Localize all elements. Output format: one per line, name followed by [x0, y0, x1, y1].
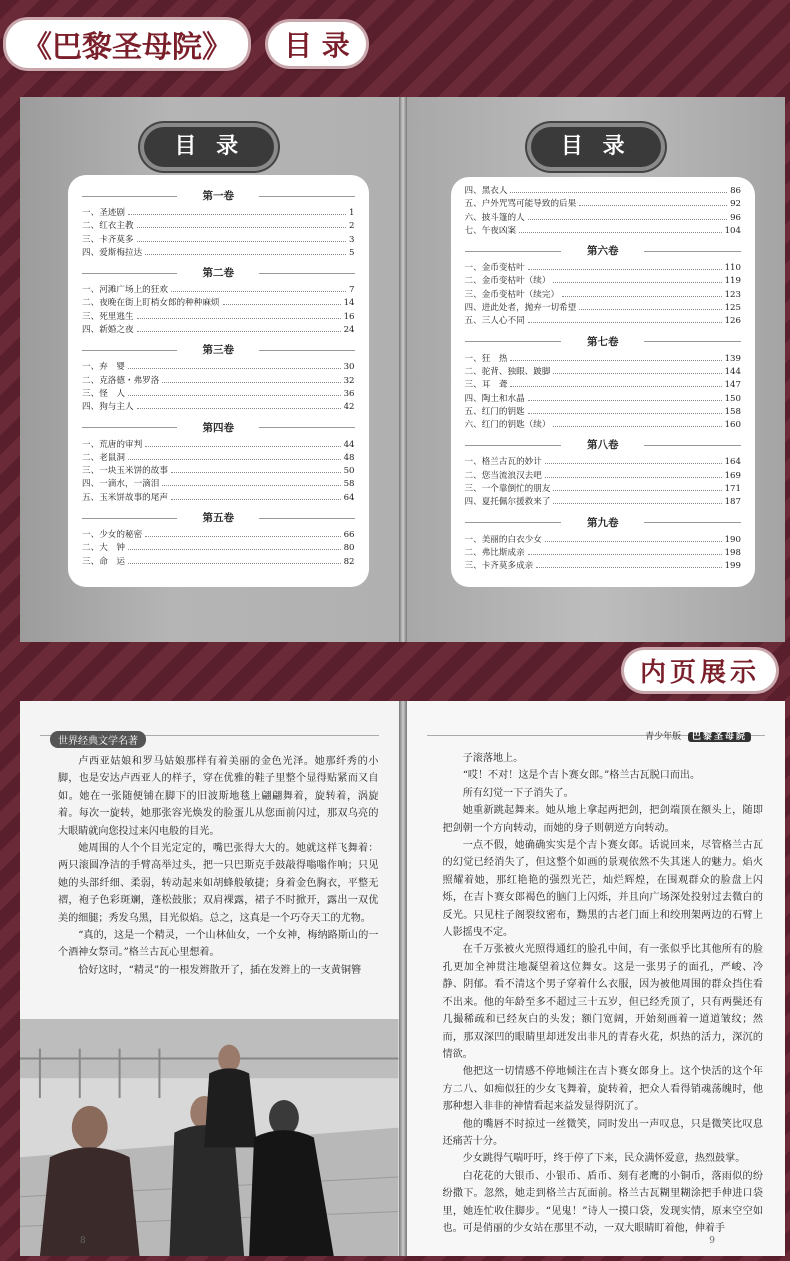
inner-right-page — [407, 701, 786, 1256]
toc-entry — [465, 470, 742, 483]
left-body-text — [58, 753, 379, 979]
toc-entry — [82, 452, 355, 465]
toc-entry — [82, 542, 355, 555]
toc-entry-page: 92 — [730, 199, 741, 210]
toc-entry-title: 四、进此处者，抛弃一切希望 — [464, 303, 577, 314]
toc-entry-title: 四、夏托佩尔援救来了 — [464, 497, 551, 508]
toc-leader-dots — [553, 282, 721, 283]
toc-entry — [465, 560, 742, 573]
toc-entry — [82, 529, 355, 542]
page-number-right: 9 — [709, 1236, 715, 1246]
toc-entry-page: 5 — [349, 247, 355, 258]
toc-entry-title: 一、少女的秘密 — [82, 530, 143, 541]
toc-entry — [465, 315, 742, 328]
toc-entry — [82, 220, 355, 233]
toc-volume-label: 第五卷 — [197, 512, 241, 524]
toc-entry-page: 125 — [724, 303, 741, 314]
toc-entry — [465, 225, 742, 238]
toc-entry-title: 三、命 运 — [82, 556, 125, 567]
toc-entry-title: 二、克洛德・弗罗洛 — [82, 375, 160, 386]
toc-entry-page: 30 — [343, 362, 355, 373]
toc-entry — [465, 212, 742, 225]
toc-entry — [465, 275, 742, 288]
toc-entry-page: 7 — [349, 285, 355, 296]
toc-leader-dots — [510, 192, 727, 193]
toc-entry — [465, 289, 742, 302]
toc-entry-title: 三、卡齐莫多成亲 — [464, 561, 534, 572]
right-body-text — [443, 750, 764, 1237]
toc-leader-dots — [145, 536, 340, 537]
toc-leader-dots — [579, 309, 721, 310]
toc-entry — [465, 456, 742, 469]
body-paragraph: 她周围的人个个目光定定的，嘴巴张得大大的。她就这样飞舞着：两只滚圆净洁的手臂高举过头，把一只巴斯克手鼓敲得嗡嗡作响；只见她的头部纤细、柔弱，转动起来如胡蜂般敏捷；身着金色胸衣，平整无褶，袍子色彩斑斓，蓬松鼓胀；双肩裸露，裙子不时掀开，露出一双优美的细腿；秀发乌黑，目光似焰。总之，这真是一个巧夺天工的尤物。 — [58, 843, 379, 924]
toc-volume-title — [465, 437, 742, 452]
toc-entry-title: 四、一滴水，一滴泪 — [82, 479, 160, 490]
toc-entry — [82, 297, 355, 310]
toc-entry — [82, 207, 355, 220]
book-spine — [399, 97, 407, 642]
toc-banner-left: 目 录 — [144, 127, 274, 167]
toc-entry-page: 64 — [343, 492, 355, 503]
toc-entry — [82, 247, 355, 260]
toc-leader-dots — [128, 563, 341, 564]
toc-entry-page: 42 — [343, 402, 355, 413]
toc-entry — [82, 401, 355, 414]
toc-volume-label: 第六卷 — [581, 245, 625, 257]
toc-entry — [82, 234, 355, 247]
toc-leader-dots — [553, 503, 721, 504]
toc-entry-title: 六、红门的钥匙（续） — [464, 420, 551, 431]
toc-entry — [465, 483, 742, 496]
toc-volume-label: 第三卷 — [197, 344, 241, 356]
toc-entry — [465, 302, 742, 315]
toc-entry-page: 147 — [724, 380, 741, 391]
toc-leader-dots — [545, 463, 722, 464]
toc-leader-dots — [553, 490, 721, 491]
toc-entry-title: 二、红衣主教 — [82, 221, 134, 232]
toc-leader-dots — [162, 485, 340, 486]
toc-entry-page: 198 — [724, 547, 741, 558]
book-title-label: 《巴黎圣母院》 — [6, 20, 248, 68]
toc-entry-page: 119 — [724, 276, 741, 287]
toc-leader-dots — [171, 472, 341, 473]
toc-volume-title — [82, 510, 355, 525]
toc-entry-title: 四、狗与主人 — [82, 402, 134, 413]
toc-entry — [82, 478, 355, 491]
toc-right-page — [407, 97, 786, 642]
toc-volume-title — [82, 342, 355, 357]
body-paragraph: 少女跳得气喘吁吁，终于停了下来，民众满怀爱意，热烈鼓掌。 — [462, 1153, 746, 1165]
toc-entry-title: 一、金币变枯叶 — [464, 263, 525, 274]
toc-entry — [465, 198, 742, 211]
toc-entry-page: 1 — [349, 208, 355, 218]
toc-entry-title: 三、一块玉米饼的故事 — [82, 466, 168, 477]
toc-leader-dots — [579, 205, 727, 206]
toc-entry-title: 一、圣迹剧 — [82, 208, 125, 218]
series-edition: 青少年版 — [645, 732, 682, 742]
toc-entry — [82, 311, 355, 324]
toc-volume-label: 第八卷 — [581, 439, 625, 451]
toc-leader-dots — [145, 446, 340, 447]
toc-entry — [465, 366, 742, 379]
toc-entry-page: 171 — [724, 484, 741, 495]
toc-leader-dots — [171, 291, 346, 292]
toc-leader-dots — [528, 413, 722, 414]
toc-entry-title: 二、老鼠洞 — [82, 452, 125, 463]
toc-leader-dots — [145, 254, 346, 255]
toc-entry-title: 二、金币变枯叶（续） — [464, 276, 551, 287]
toc-entry-page: 104 — [724, 225, 741, 236]
toc-entry — [82, 388, 355, 401]
toc-entry-title: 五、三人心不同 — [464, 316, 525, 327]
body-paragraph: “哎！不对！这是个吉卜赛女郎。”格兰古瓦脱口而出。 — [462, 770, 701, 782]
toc-entry — [465, 547, 742, 560]
toc-entry-page: 36 — [343, 388, 355, 399]
toc-entry-title: 三、一个靠倒忙的朋友 — [464, 484, 551, 495]
toc-entry-title: 五、户外咒骂可能导致的后果 — [464, 199, 577, 210]
toc-leader-dots — [528, 219, 727, 220]
toc-entry-page: 2 — [349, 221, 355, 232]
body-paragraph: 白花花的大银币、小银币、盾币、刻有老鹰的小铜币，落雨似的纷纷撒下。忽然，她走到格兰古瓦面前。格兰古瓦糊里糊涂把手伸进口袋里，她连忙收住脚步。“见鬼！”诗人一摸口袋，发现实情，原来空空如也。可是俏丽的少女站在那里不动，一双大眼睛盯着他，伸着手 — [442, 1170, 763, 1234]
toc-entry-title: 三、怪 人 — [82, 388, 125, 399]
toc-left-page — [20, 97, 399, 642]
toc-entry-page: 50 — [343, 466, 355, 477]
toc-entry-title: 二、弗比斯成亲 — [464, 547, 525, 558]
toc-leader-dots — [137, 318, 341, 319]
toc-entry-title: 一、美丽的白衣少女 — [464, 534, 542, 545]
page-number-left: 8 — [80, 1236, 86, 1246]
toc-entry-title: 五、红门的钥匙 — [464, 406, 525, 417]
toc-list-left — [68, 175, 369, 587]
toc-entry — [82, 556, 355, 569]
toc-volume-title — [82, 265, 355, 280]
toc-entry — [82, 361, 355, 374]
toc-leader-dots — [137, 241, 346, 242]
toc-entry-page: 82 — [343, 556, 355, 567]
inner-pages-label: 内页展示 — [624, 650, 776, 691]
body-paragraph: 子滚落地上。 — [462, 753, 524, 764]
toc-entry-title: 四、黑衣人 — [464, 186, 508, 196]
toc-entry-title: 二、驼背、独眼、跛脚 — [464, 366, 551, 377]
inner-spread — [20, 701, 785, 1256]
toc-entry-page: 16 — [343, 311, 355, 322]
toc-entry-title: 二、您当流浪汉去吧 — [464, 470, 542, 481]
toc-leader-dots — [128, 549, 341, 550]
toc-entry-title: 一、狂 热 — [464, 353, 508, 364]
inner-header — [624, 650, 776, 691]
toc-entry-page: 14 — [343, 298, 355, 309]
toc-leader-dots — [128, 395, 341, 396]
body-paragraph: 恰好这时，“精灵”的一根发辫散开了，插在发辫上的一支黄铜簪 — [78, 964, 362, 976]
toc-entry-page: 190 — [724, 534, 741, 545]
toc-entry-page: 110 — [724, 263, 741, 274]
toc-volume-label: 第一卷 — [197, 190, 241, 202]
toc-entry — [82, 465, 355, 478]
toc-leader-dots — [171, 499, 341, 500]
series-label-right — [645, 729, 751, 742]
toc-leader-dots — [128, 459, 341, 460]
toc-entry-title: 四、爱斯梅拉达 — [82, 247, 143, 258]
toc-entry — [465, 496, 742, 509]
toc-leader-dots — [137, 331, 341, 332]
toc-entry-page: 80 — [343, 543, 355, 554]
toc-volume-title — [82, 420, 355, 435]
body-paragraph: 他把这一切情感不停地倾注在吉卜赛女郎身上。这个快活的这个年方二八、如痴似狂的少女飞舞着，旋转着，把众人看得销魂荡魄时，他那种想入非非的神情看起来益发显得阴沉了。 — [442, 1066, 763, 1113]
toc-entry — [465, 185, 742, 198]
toc-leader-dots — [545, 477, 722, 478]
toc-entry-title: 五、玉米饼故事的尾声 — [82, 492, 168, 503]
body-paragraph: 她重新跳起舞来。她从地上拿起两把剑，把剑端顶在额头上，随即把剑朝一个方向转动，而她的身子则朝逆方向转动。 — [442, 805, 763, 834]
toc-leader-dots — [528, 322, 722, 323]
toc-entry — [465, 379, 742, 392]
toc-entry — [465, 353, 742, 366]
toc-entry-page: 3 — [349, 234, 355, 245]
body-paragraph: 一点不假，她确确实实是个吉卜赛女郎。话说回来，尽管格兰古瓦的幻觉已经消失了，但这整个如画的景观依然不失其迷人的魅力。焰火照耀着她，那红艳艳的强烈光芒，灿烂辉煌，在围观群众的脸盘上闪烁，在吉卜赛女郎褐色的脑门上闪烁，并且向广场深处投射过去微白的反光。只见柱子阁裂纹密布，黝黑的古老门面上和绞刑架两边的石臂上人影摇曳不定。 — [442, 840, 763, 939]
toc-entry-page: 123 — [724, 289, 741, 300]
toc-volume-label: 第九卷 — [581, 517, 625, 529]
toc-entry — [465, 419, 742, 432]
toc-leader-dots — [536, 567, 721, 568]
toc-entry-title: 三、金币变枯叶（续完） — [464, 289, 560, 300]
toc-entry-page: 187 — [724, 497, 741, 508]
toc-volume-title — [82, 188, 355, 203]
toc-entry-page: 150 — [724, 393, 741, 404]
toc-entry-page: 160 — [724, 420, 741, 431]
toc-leader-dots — [510, 386, 721, 387]
toc-entry-page: 66 — [343, 530, 355, 541]
toc-leader-dots — [510, 360, 721, 361]
toc-entry-title: 七、午夜凶案 — [464, 225, 517, 236]
toc-entry — [82, 492, 355, 505]
toc-entry-page: 199 — [724, 561, 741, 572]
toc-leader-dots — [137, 227, 346, 228]
toc-entry-page: 32 — [343, 375, 355, 386]
toc-entry-title: 二、夜晚在街上盯梢女郎的种种麻烦 — [82, 298, 220, 309]
toc-entry-page: 96 — [730, 212, 741, 223]
toc-entry-title: 二、大 钟 — [82, 543, 125, 554]
body-paragraph: 卢西亚姑娘和罗马姑娘那样有着美丽的金色光泽。她那纤秀的小脚，也是安达卢西亚人的样子，穿在优雅的鞋子里整个显得贴紧而又自如。她在一张随便铺在脚下的旧波斯地毯上翩翩舞着，旋转着，涡旋着。每次一旋转，她那张容光焕发的脸蛋儿从您面前闪过，那双乌亮的大眼睛就向您投过来闪电般的目光。 — [58, 756, 379, 837]
toc-entry-page: 164 — [724, 457, 741, 468]
toc-entry-title: 三、耳 聋 — [464, 380, 508, 391]
toc-entry — [465, 262, 742, 275]
toc-leader-dots — [162, 382, 340, 383]
toc-entry — [465, 534, 742, 547]
toc-entry-page: 169 — [724, 470, 741, 481]
toc-entry-title: 一、格兰古瓦的妙计 — [464, 457, 542, 468]
toc-entry-page: 139 — [724, 353, 741, 364]
body-paragraph: 他的嘴唇不时掠过一丝微笑，同时发出一声叹息，只是微笑比叹息还痛苦十分。 — [442, 1118, 763, 1147]
toc-entry-title: 一、弃 婴 — [82, 362, 125, 373]
toc-leader-dots — [528, 400, 722, 401]
toc-leader-dots — [528, 269, 722, 270]
toc-entry-title: 六、披斗篷的人 — [464, 212, 525, 223]
body-paragraph: “真的，这是一个精灵，一个山林仙女，一个女神，梅纳路斯山的一个酒神女祭司。”格兰古瓦心里想着。 — [58, 930, 379, 959]
series-book-title: 巴黎圣母院 — [688, 732, 751, 742]
toc-label: 目 录 — [268, 22, 366, 66]
toc-entry-title: 四、新婚之夜 — [82, 325, 134, 336]
toc-entry-title: 三、死里逃生 — [82, 311, 134, 322]
toc-volume-label: 第七卷 — [581, 336, 625, 348]
book-spine-inner — [399, 701, 407, 1256]
toc-entry — [82, 284, 355, 297]
toc-entry — [82, 439, 355, 452]
toc-volume-title — [465, 334, 742, 349]
illustration — [20, 1019, 399, 1256]
toc-leader-dots — [553, 426, 721, 427]
toc-leader-dots — [137, 408, 341, 409]
toc-entry-page: 86 — [730, 186, 741, 196]
toc-entry — [82, 375, 355, 388]
toc-entry-page: 144 — [724, 366, 741, 377]
toc-entry-title: 三、卡齐莫多 — [82, 234, 134, 245]
toc-banner-right: 目 录 — [531, 127, 661, 167]
body-paragraph: 在千万张被火光照得通红的脸孔中间，有一张似乎比其他所有的脸孔更加全神贯注地凝望着这位舞女。这是一张男子的面孔，严峻、冷静、阴郁。看不清这个男子穿着什么衣服，因为被他周围的群众挡住看不出来。他的年龄至多不超过三十五岁，但已经秃顶了，只有两鬓还有几撮稀疏和已经灰白的头发；额门宽阔，开始刻画着一道道皱纹；然而，那双深凹的眼睛里却迸发出非凡的青春火花，炽热的活力，深沉的情欲。 — [442, 944, 763, 1060]
toc-leader-dots — [128, 214, 346, 215]
toc-leader-dots — [519, 232, 722, 233]
toc-entry-page: 58 — [343, 479, 355, 490]
toc-leader-dots — [545, 541, 722, 542]
toc-entry-page: 126 — [724, 316, 741, 327]
toc-entry-title: 一、河滩广场上的狂欢 — [82, 285, 168, 296]
toc-spread — [20, 97, 785, 642]
top-header — [6, 20, 366, 68]
toc-list-right — [451, 177, 756, 587]
toc-leader-dots — [223, 304, 341, 305]
toc-leader-dots — [562, 296, 722, 297]
toc-entry-page: 24 — [343, 325, 355, 336]
toc-leader-dots — [553, 373, 721, 374]
toc-entry-page: 48 — [343, 452, 355, 463]
toc-volume-label: 第二卷 — [197, 267, 241, 279]
toc-volume-label: 第四卷 — [197, 422, 241, 434]
toc-entry — [465, 406, 742, 419]
toc-entry — [82, 324, 355, 337]
toc-volume-title — [465, 243, 742, 258]
series-label: 世界经典文学名著 — [50, 731, 146, 748]
toc-leader-dots — [128, 368, 341, 369]
toc-entry-title: 一、荒唐的审判 — [82, 439, 143, 450]
toc-volume-title — [465, 515, 742, 530]
body-paragraph: 所有幻觉一下子消失了。 — [462, 787, 574, 799]
toc-entry-page: 44 — [343, 439, 355, 450]
toc-entry — [465, 393, 742, 406]
toc-entry-title: 四、陶土和水晶 — [464, 393, 525, 404]
inner-left-page — [20, 701, 399, 1256]
toc-entry-page: 158 — [724, 406, 741, 417]
toc-leader-dots — [528, 554, 722, 555]
